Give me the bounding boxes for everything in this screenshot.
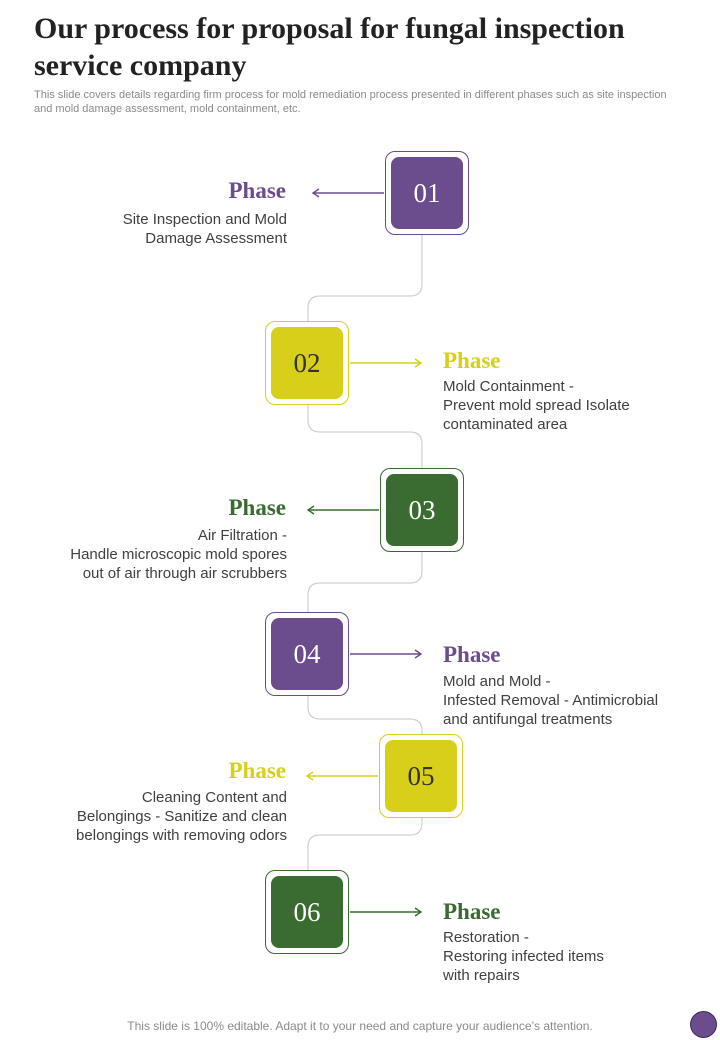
- page-subtitle: This slide covers details regarding firm process for mold remediation process presented in different phases such as site inspection and mold damage assessment, mold containment, etc.: [34, 89, 667, 115]
- phase-6-box: [265, 870, 349, 954]
- phase-5-number: 05: [385, 740, 457, 812]
- phase-4-label: Phase: [443, 642, 501, 667]
- page-title: Our process for proposal for fungal inspection service company: [34, 12, 625, 82]
- phase-1-desc: Site Inspection and Mold Damage Assessment: [122, 211, 287, 247]
- phase-4-arrowhead-icon: [415, 650, 421, 658]
- phase-3-arrowhead-icon: [308, 506, 314, 514]
- phase-2-desc: Mold Containment - Prevent mold spread Isolate contaminated area: [443, 378, 630, 433]
- phase-6-arrowhead-icon: [415, 908, 421, 916]
- phase-3-box: [380, 468, 464, 552]
- phase-1-label: Phase: [228, 178, 286, 203]
- phase-2-arrowhead-icon: [415, 359, 421, 367]
- phase-3-desc: Air Filtration - Handle microscopic mold spores out of air through air scrubbers: [70, 527, 287, 582]
- phase-1-arrowhead-icon: [313, 189, 319, 197]
- phase-2-label: Phase: [443, 348, 501, 373]
- phase-1-box: [385, 151, 469, 235]
- phase-5-box: [379, 734, 463, 818]
- phase-2-number: 02: [271, 327, 343, 399]
- connector-3-4: [308, 551, 422, 612]
- connector-2-3: [308, 405, 422, 468]
- phase-1-number: 01: [391, 157, 463, 229]
- phase-5-arrowhead-icon: [307, 772, 313, 780]
- phase-5-desc: Cleaning Content and Belongings - Sanitize and clean belongings with removing odors: [76, 789, 287, 844]
- phase-6-label: Phase: [443, 899, 501, 924]
- phase-6-desc: Restoration - Restoring infected items with repairs: [443, 929, 604, 984]
- connector-5-6: [308, 818, 422, 870]
- connector-4-5: [308, 696, 422, 734]
- phase-4-box: [265, 612, 349, 696]
- connector-1-2: [308, 235, 422, 321]
- phase-4-number: 04: [271, 618, 343, 690]
- phase-6-number: 06: [271, 876, 343, 948]
- corner-circle-icon: [691, 1012, 716, 1037]
- phase-3-number: 03: [386, 474, 458, 546]
- phase-2-box: [265, 321, 349, 405]
- phase-5-label: Phase: [228, 758, 286, 783]
- phase-4-desc: Mold and Mold - Infested Removal - Antimicrobial and antifungal treatments: [443, 673, 659, 728]
- phase-3-label: Phase: [228, 495, 286, 520]
- footer-note: This slide is 100% editable. Adapt it to your need and capture your audience’s attention.: [127, 1019, 593, 1033]
